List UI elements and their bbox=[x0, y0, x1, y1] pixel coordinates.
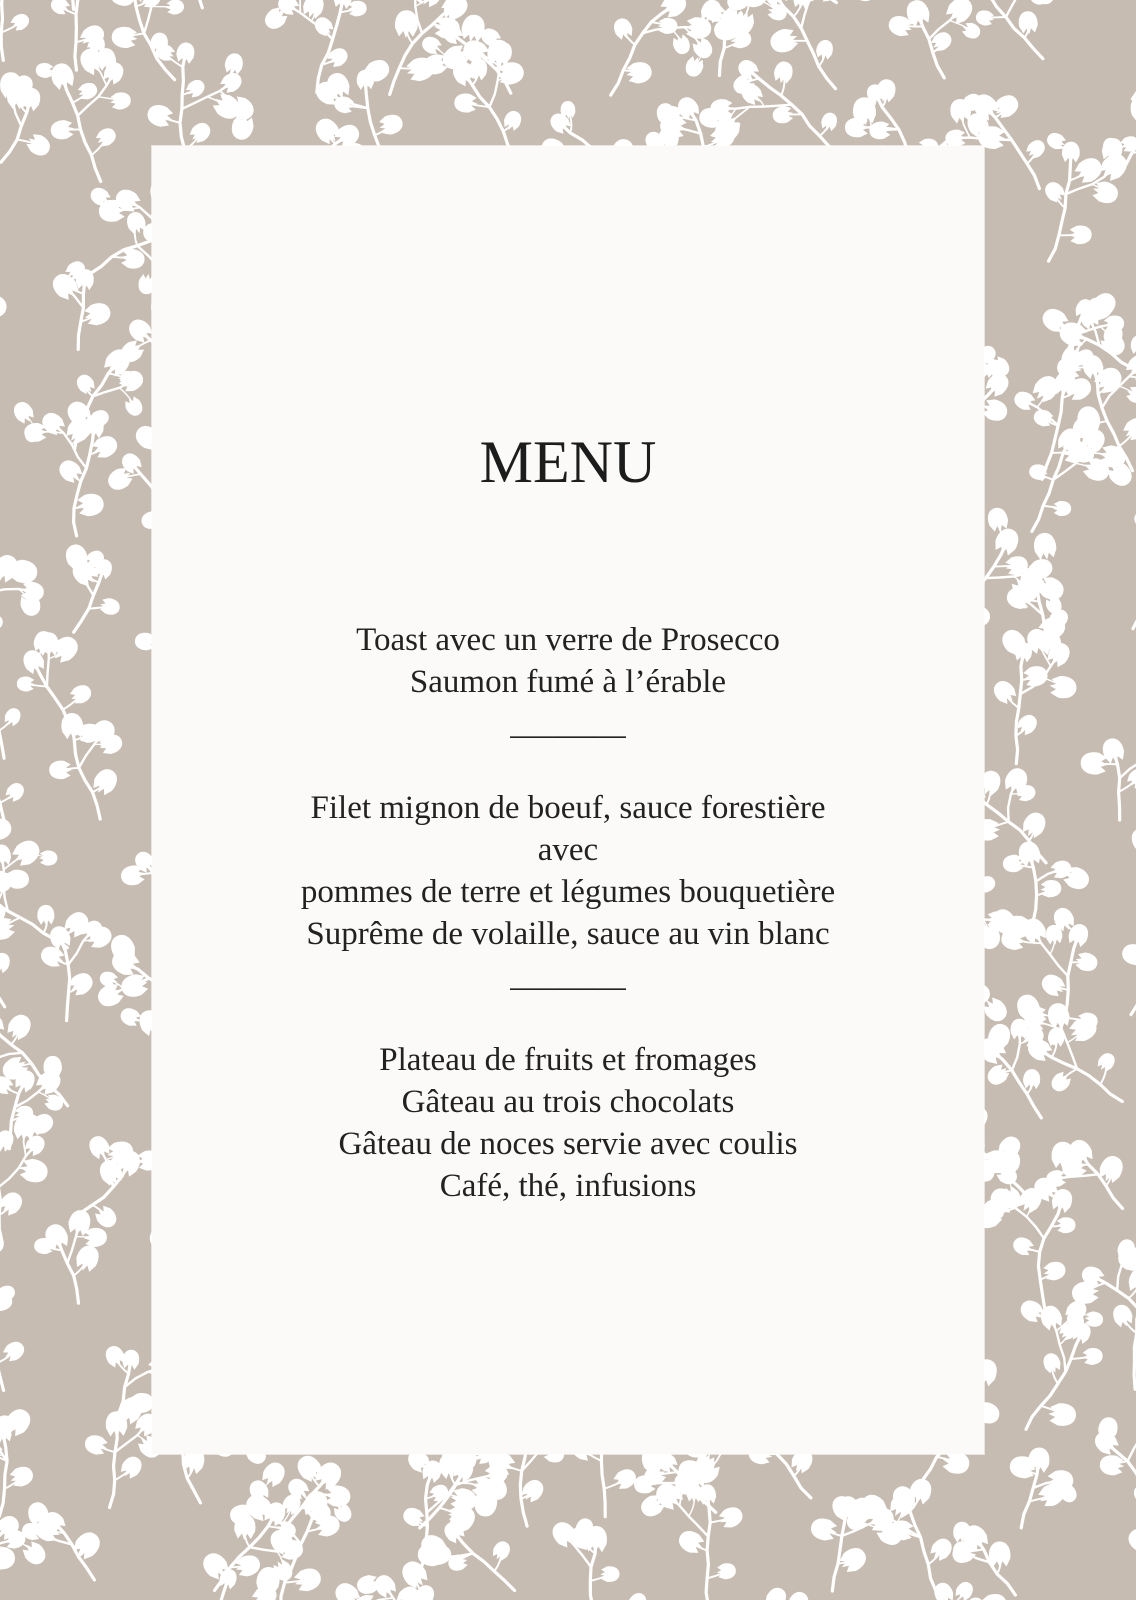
menu-item: avec bbox=[537, 832, 599, 868]
menu-title: MENU bbox=[479, 429, 657, 495]
menu-body bbox=[152, 619, 984, 1207]
menu-card bbox=[152, 146, 984, 1454]
menu-item: Suprême de volaille, sauce au vin blanc bbox=[306, 916, 830, 952]
menu-item: Saumon fumé à l’érable bbox=[409, 664, 727, 700]
spacer bbox=[152, 745, 984, 787]
section-separator: _______ bbox=[510, 958, 626, 994]
menu-item: Plateau de fruits et fromages bbox=[379, 1042, 757, 1078]
menu-item: pommes de terre et légumes bouquetière bbox=[300, 874, 836, 910]
menu-item: Gâteau au trois chocolats bbox=[401, 1084, 735, 1120]
spacer bbox=[152, 997, 984, 1039]
section-separator: _______ bbox=[510, 706, 626, 742]
menu-item: Gâteau de noces servie avec coulis bbox=[338, 1126, 798, 1162]
menu-item: Café, thé, infusions bbox=[439, 1168, 697, 1204]
menu-item: Filet mignon de boeuf, sauce forestière bbox=[310, 790, 826, 826]
menu-item: Toast avec un verre de Prosecco bbox=[356, 622, 780, 658]
